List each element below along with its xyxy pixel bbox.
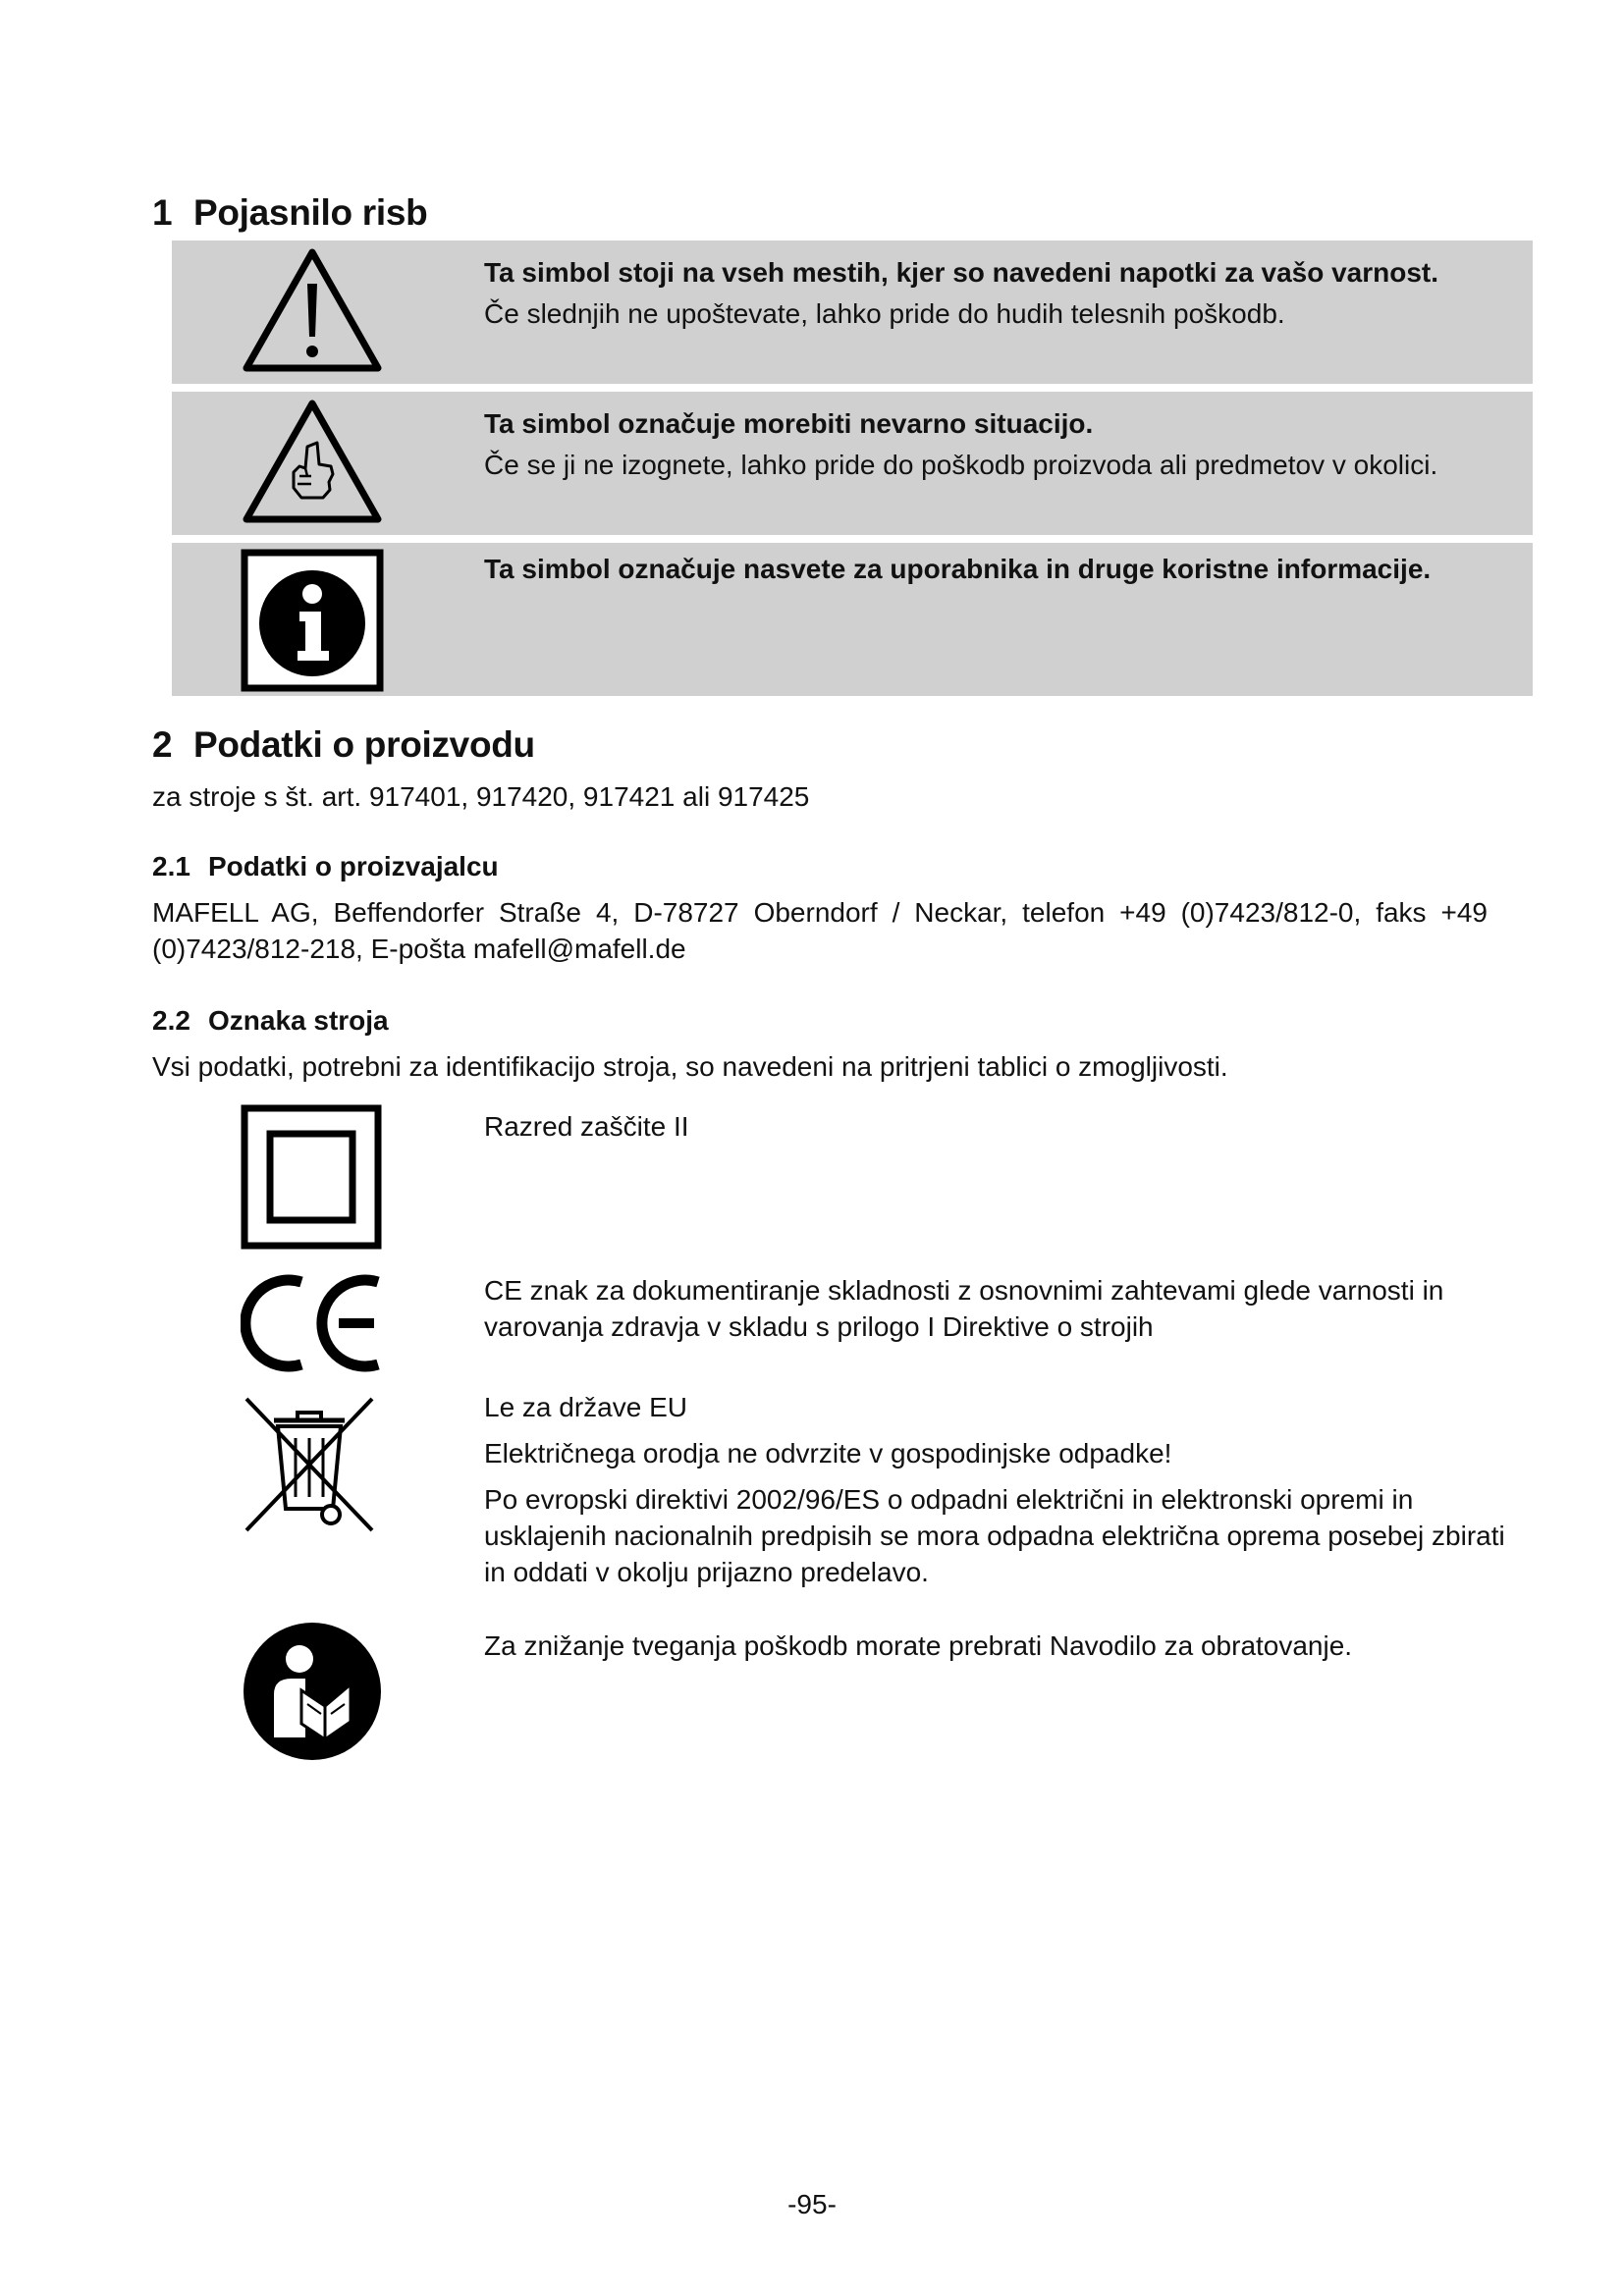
warning-exclamation-icon (241, 246, 384, 376)
subsection-2-2-heading (152, 1005, 389, 1037)
caution-hand-icon (241, 398, 384, 527)
subsection-2-1-heading (152, 851, 499, 882)
marking-row-protection-class (172, 1104, 1533, 1252)
subsection-2-1-number: 2.1 (152, 851, 190, 881)
symbol-row-warning (172, 240, 1533, 384)
marking-row-read-manual (172, 1620, 1533, 1767)
subsection-2-2-number: 2.2 (152, 1005, 190, 1036)
marking-row-weee (172, 1389, 1533, 1595)
info-icon (241, 549, 384, 692)
marking-row-ce (172, 1266, 1533, 1382)
marking-1-line-1: Razred zaščite II (484, 1111, 689, 1142)
read-manual-icon (241, 1620, 384, 1763)
marking-3-line-2: Električnega orodja ne odvrzite v gospodinjske odpadke! (484, 1438, 1172, 1468)
symbol-2-bold-line: Ta simbol označuje morebiti nevarno situacijo. (484, 408, 1094, 439)
symbol-row-caution (172, 392, 1533, 535)
symbol-2-line: Če se ji ne izognete, lahko pride do poškodb proizvoda ali predmetov v okolici. (484, 450, 1438, 480)
marking-3-line-1: Le za države EU (484, 1392, 687, 1422)
marking-3-line-3: Po evropski direktivi 2002/96/ES o odpadni električni in elektronski opremi in usklajenih nacionalnih predpisih se mora odpadna električna oprema posebej zbirati in oddati v okolju prijazno predelavo. (484, 1484, 1505, 1587)
subsection-2-2-title: Oznaka stroja (208, 1005, 389, 1036)
symbol-1-line: Če slednjih ne upoštevate, lahko pride do hudih telesnih poškodb. (484, 298, 1285, 329)
machine-marking-text: Vsi podatki, potrebni za identifikacijo stroja, so navedeni na pritrjeni tablici o zmogljivosti. (152, 1051, 1228, 1082)
section-2-intro: za stroje s št. art. 917401, 917420, 917421 ali 917425 (152, 781, 810, 812)
page-number: -95- (787, 2189, 837, 2219)
symbol-3-bold-line: Ta simbol označuje nasvete za uporabnika in druge koristne informacije. (484, 554, 1432, 584)
section-2-title: Podatki o proizvodu (193, 724, 535, 765)
manufacturer-info: MAFELL AG, Beffendorfer Straße 4, D-78727 Oberndorf / Neckar, telefon +49 (0)7423/812-0, faks +49 (0)7423/812-218, E-pošta mafell@mafell.de (152, 897, 1488, 964)
section-1-heading (152, 192, 427, 234)
protection-class-ii-icon (241, 1104, 382, 1250)
symbol-row-info (172, 543, 1533, 696)
section-1-number: 1 (152, 192, 173, 233)
section-2-number: 2 (152, 724, 173, 765)
symbol-1-bold-line: Ta simbol stoji na vseh mestih, kjer so navedeni napotki za vašo varnost. (484, 257, 1439, 288)
ce-mark-icon (241, 1272, 384, 1374)
marking-2-line-1: CE znak za dokumentiranje skladnosti z osnovnimi zahtevami glede varnosti in varovanja zdravja v skladu s prilogo I Direktive o strojih (484, 1275, 1444, 1342)
crossed-bin-icon (241, 1393, 378, 1534)
section-1-title: Pojasnilo risb (193, 192, 428, 233)
subsection-2-1-title: Podatki o proizvajalcu (208, 851, 499, 881)
section-2-heading (152, 724, 535, 766)
marking-4-line-1: Za znižanje tveganja poškodb morate prebrati Navodilo za obratovanje. (484, 1630, 1353, 1661)
